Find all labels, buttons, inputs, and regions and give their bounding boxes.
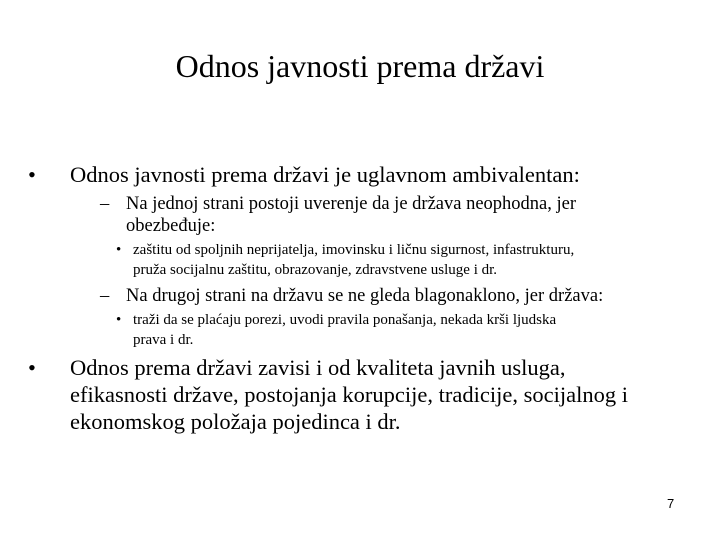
- bullet-text-1: [70, 161, 580, 188]
- sub-bullet-text-2: [126, 285, 603, 307]
- sub-sub-bullet-text-1: [133, 240, 574, 280]
- text-line: traži da se plaćaju porezi, uvodi pravila ponašanja, nekada krši ljudska: [133, 312, 557, 328]
- bullet-icon: •: [28, 355, 36, 380]
- sub-sub-bullet-text-2: [133, 310, 556, 350]
- bullet-icon: •: [116, 312, 122, 328]
- text-line: obezbeđuje:: [126, 216, 216, 236]
- slide-title: Odnos javnosti prema državi: [175, 48, 545, 84]
- bullet-icon: •: [116, 242, 122, 258]
- sub-bullet-text-1: [126, 193, 576, 237]
- text-line: pruža socijalnu zaštitu, obrazovanje, zdravstvene usluge i dr.: [133, 262, 498, 278]
- text-line: Na drugoj strani na državu se ne gleda blagonaklono, jer država:: [126, 286, 604, 306]
- text-line: Odnos javnosti prema državi je uglavnom ambivalentan:: [70, 162, 580, 187]
- dash-icon: –: [100, 194, 110, 214]
- text-line: Odnos prema državi zavisi i od kvaliteta javnih usluga,: [70, 355, 566, 380]
- page-number: 7: [667, 496, 675, 511]
- text-line: prava i dr.: [133, 332, 194, 348]
- text-line: ekonomskog položaja pojedinca i dr.: [70, 409, 401, 434]
- text-line: zaštitu od spoljnih neprijatelja, imovinsku i ličnu sigurnost, infastrukturu,: [133, 242, 575, 258]
- bullet-icon: •: [28, 162, 36, 187]
- text-line: Na jednoj strani postoji uverenje da je država neophodna, jer: [126, 194, 577, 214]
- dash-icon: –: [100, 286, 110, 306]
- text-line: efikasnosti države, postojanja korupcije, tradicije, socijalnog i: [70, 382, 628, 407]
- bullet-text-2: [70, 354, 628, 435]
